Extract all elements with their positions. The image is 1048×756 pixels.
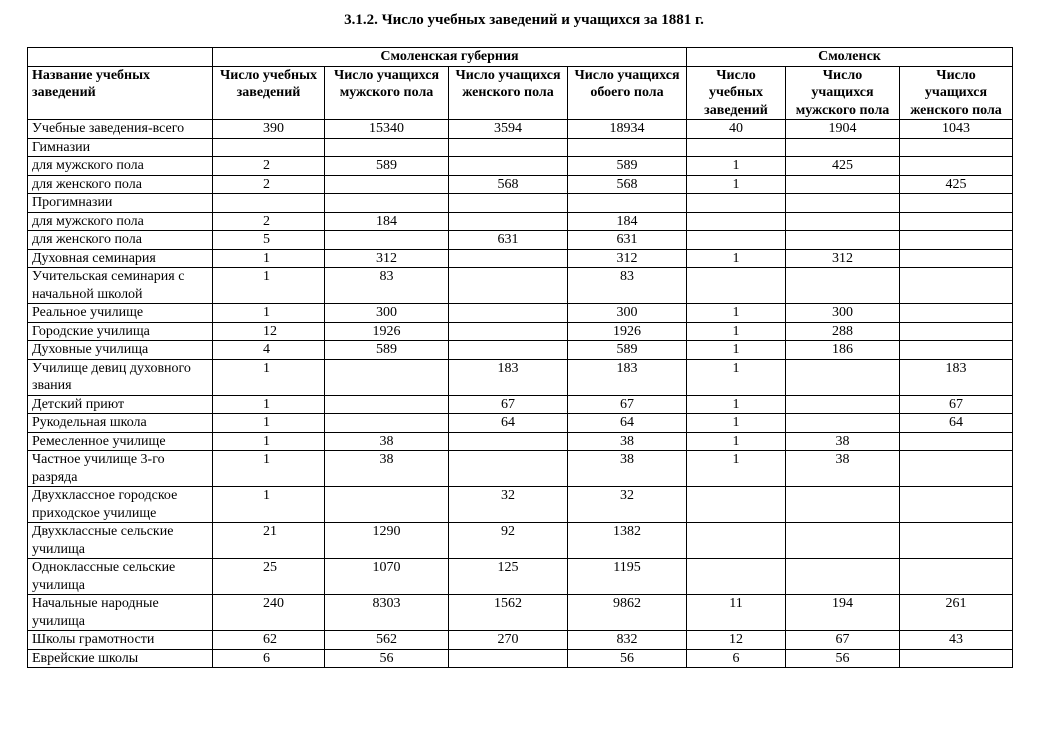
cell-institutions: 4 [213,341,325,360]
cell-total: 56 [568,649,687,668]
column-header-male: Число учащихся мужского пола [325,66,449,120]
cell-institutions: 21 [213,523,325,559]
cell-name: Начальные народные училища [28,595,213,631]
cell-total: 83 [568,268,687,304]
cell-city-institutions: 11 [687,595,786,631]
cell-city-institutions [687,268,786,304]
cell-city-male: 300 [786,304,900,323]
cell-city-institutions: 1 [687,322,786,341]
cell-male: 38 [325,432,449,451]
cell-city-institutions [687,212,786,231]
column-header-city-male: Число учащихся мужского пола [786,66,900,120]
cell-institutions [213,194,325,213]
cell-name: Прогимназии [28,194,213,213]
table-body [28,120,1013,668]
cell-city-female: 261 [900,595,1013,631]
cell-female [449,322,568,341]
cell-city-male: 38 [786,432,900,451]
cell-institutions: 2 [213,157,325,176]
cell-total: 300 [568,304,687,323]
cell-total: 38 [568,451,687,487]
cell-total [568,138,687,157]
cell-male: 1926 [325,322,449,341]
cell-female: 3594 [449,120,568,139]
cell-total: 312 [568,249,687,268]
table-row [28,268,1013,304]
cell-name: Частное училище 3-го разряда [28,451,213,487]
cell-institutions: 1 [213,451,325,487]
cell-city-female: 43 [900,631,1013,650]
cell-female: 67 [449,395,568,414]
table-row [28,194,1013,213]
cell-name: для мужского пола [28,212,213,231]
cell-female: 32 [449,487,568,523]
cell-city-female [900,487,1013,523]
group-header-row [28,48,1013,67]
cell-male: 1070 [325,559,449,595]
cell-city-male: 194 [786,595,900,631]
cell-city-male: 425 [786,157,900,176]
cell-male [325,414,449,433]
table-row [28,212,1013,231]
cell-city-female [900,157,1013,176]
cell-city-female: 183 [900,359,1013,395]
cell-city-female [900,194,1013,213]
cell-male: 589 [325,157,449,176]
column-header-name: Название учебных заведений [28,66,213,120]
cell-male: 300 [325,304,449,323]
cell-male: 184 [325,212,449,231]
cell-city-institutions: 40 [687,120,786,139]
cell-name: Духовная семинария [28,249,213,268]
table-row [28,322,1013,341]
cell-male [325,487,449,523]
table-row [28,559,1013,595]
cell-city-male [786,268,900,304]
cell-city-institutions: 12 [687,631,786,650]
cell-total: 18934 [568,120,687,139]
cell-city-institutions [687,194,786,213]
cell-institutions: 1 [213,304,325,323]
cell-male: 8303 [325,595,449,631]
cell-male: 312 [325,249,449,268]
cell-city-female: 425 [900,175,1013,194]
cell-name: Реальное училище [28,304,213,323]
table-row [28,451,1013,487]
cell-total: 631 [568,231,687,250]
column-header-city-institutions: Число учебных заведений [687,66,786,120]
cell-male: 562 [325,631,449,650]
table-row [28,341,1013,360]
cell-name: Ремесленное училище [28,432,213,451]
cell-male [325,395,449,414]
table-row [28,395,1013,414]
cell-city-female [900,304,1013,323]
cell-city-male [786,359,900,395]
cell-city-institutions [687,523,786,559]
cell-female: 92 [449,523,568,559]
cell-institutions: 1 [213,432,325,451]
cell-name: Одноклассные сельские училища [28,559,213,595]
cell-city-female [900,451,1013,487]
table-title: 3.1.2. Число учебных заведений и учащихся за 1881 г. [344,12,704,28]
table-row [28,595,1013,631]
cell-institutions: 5 [213,231,325,250]
cell-name: Учебные заведения-всего [28,120,213,139]
cell-total [568,194,687,213]
cell-total: 64 [568,414,687,433]
column-header-institutions: Число учебных заведений [213,66,325,120]
cell-male [325,175,449,194]
cell-institutions: 12 [213,322,325,341]
cell-female [449,138,568,157]
column-header-city-female: Число учащихся женского пола [900,66,1013,120]
cell-city-male [786,487,900,523]
cell-city-institutions: 1 [687,432,786,451]
cell-name: Городские училища [28,322,213,341]
cell-female: 183 [449,359,568,395]
cell-city-male: 1904 [786,120,900,139]
cell-total: 67 [568,395,687,414]
cell-city-female [900,268,1013,304]
cell-female: 64 [449,414,568,433]
table-row [28,249,1013,268]
cell-name: Двухклассное городское приходское училище [28,487,213,523]
table-row [28,649,1013,668]
cell-total: 184 [568,212,687,231]
cell-city-female [900,322,1013,341]
cell-city-female [900,231,1013,250]
cell-city-female [900,138,1013,157]
table-row [28,231,1013,250]
cell-total: 568 [568,175,687,194]
cell-city-male [786,523,900,559]
cell-city-institutions: 1 [687,157,786,176]
cell-female [449,212,568,231]
cell-city-male [786,395,900,414]
cell-total: 589 [568,341,687,360]
cell-name: Учительская семинария с начальной школой [28,268,213,304]
table-row [28,138,1013,157]
table-row [28,523,1013,559]
cell-total: 32 [568,487,687,523]
cell-city-male [786,231,900,250]
cell-city-female [900,559,1013,595]
cell-male [325,138,449,157]
cell-institutions: 2 [213,212,325,231]
cell-female: 568 [449,175,568,194]
cell-city-institutions: 1 [687,451,786,487]
cell-city-male: 67 [786,631,900,650]
cell-city-female [900,212,1013,231]
cell-city-institutions: 1 [687,414,786,433]
cell-city-institutions [687,487,786,523]
cell-female [449,649,568,668]
cell-male [325,194,449,213]
cell-city-male: 288 [786,322,900,341]
cell-male: 56 [325,649,449,668]
cell-total: 1382 [568,523,687,559]
cell-institutions: 1 [213,414,325,433]
cell-city-male [786,175,900,194]
column-header-female: Число учащихся женского пола [449,66,568,120]
cell-total: 589 [568,157,687,176]
cell-city-female [900,341,1013,360]
cell-name: для женского пола [28,231,213,250]
cell-name: Еврейские школы [28,649,213,668]
cell-city-male [786,559,900,595]
cell-male: 589 [325,341,449,360]
cell-city-female [900,432,1013,451]
table-row [28,175,1013,194]
cell-name: Двухклассные сельские училища [28,523,213,559]
cell-female [449,432,568,451]
cell-city-institutions: 1 [687,249,786,268]
table-row [28,359,1013,395]
cell-institutions: 390 [213,120,325,139]
cell-city-institutions: 1 [687,395,786,414]
cell-female [449,249,568,268]
cell-city-institutions: 1 [687,175,786,194]
cell-institutions: 2 [213,175,325,194]
cell-female: 631 [449,231,568,250]
cell-city-institutions: 6 [687,649,786,668]
table-row [28,120,1013,139]
cell-city-male: 38 [786,451,900,487]
cell-female: 270 [449,631,568,650]
cell-city-institutions [687,231,786,250]
cell-male: 38 [325,451,449,487]
group-header-empty [28,48,213,67]
group-header-gubernia: Смоленская губерния [213,48,687,67]
cell-total: 832 [568,631,687,650]
cell-total: 38 [568,432,687,451]
cell-institutions: 1 [213,249,325,268]
table-row [28,432,1013,451]
cell-city-male: 186 [786,341,900,360]
cell-city-institutions: 1 [687,341,786,360]
cell-total: 1926 [568,322,687,341]
cell-female [449,304,568,323]
cell-institutions: 240 [213,595,325,631]
cell-name: Училище девиц духовного звания [28,359,213,395]
cell-city-female [900,649,1013,668]
cell-female: 1562 [449,595,568,631]
cell-institutions: 1 [213,395,325,414]
cell-total: 1195 [568,559,687,595]
table-row [28,631,1013,650]
cell-city-male: 56 [786,649,900,668]
cell-city-institutions [687,559,786,595]
table-row [28,157,1013,176]
cell-name: Гимназии [28,138,213,157]
cell-male [325,231,449,250]
cell-male: 1290 [325,523,449,559]
column-header-row [28,66,1013,120]
cell-institutions: 1 [213,268,325,304]
cell-female [449,194,568,213]
cell-city-male [786,138,900,157]
cell-total: 9862 [568,595,687,631]
cell-male: 15340 [325,120,449,139]
cell-institutions: 62 [213,631,325,650]
cell-male: 83 [325,268,449,304]
statistics-table [27,47,1013,668]
cell-city-male [786,194,900,213]
cell-male [325,359,449,395]
cell-city-male: 312 [786,249,900,268]
cell-city-female [900,249,1013,268]
cell-city-female [900,523,1013,559]
table-row [28,487,1013,523]
cell-female [449,451,568,487]
cell-name: Духовные училища [28,341,213,360]
cell-institutions: 6 [213,649,325,668]
cell-name: для женского пола [28,175,213,194]
table-row [28,304,1013,323]
cell-female [449,268,568,304]
cell-city-female: 64 [900,414,1013,433]
cell-female: 125 [449,559,568,595]
cell-institutions [213,138,325,157]
cell-institutions: 25 [213,559,325,595]
cell-name: для мужского пола [28,157,213,176]
cell-city-institutions: 1 [687,359,786,395]
cell-city-female: 67 [900,395,1013,414]
cell-city-institutions: 1 [687,304,786,323]
cell-city-female: 1043 [900,120,1013,139]
cell-name: Рукодельная школа [28,414,213,433]
cell-female [449,341,568,360]
cell-institutions: 1 [213,359,325,395]
cell-city-male [786,414,900,433]
cell-name: Школы грамотности [28,631,213,650]
cell-city-institutions [687,138,786,157]
cell-name: Детский приют [28,395,213,414]
cell-city-male [786,212,900,231]
group-header-city: Смоленск [687,48,1013,67]
table-row [28,414,1013,433]
cell-institutions: 1 [213,487,325,523]
column-header-total: Число учащихся обоего пола [568,66,687,120]
cell-female [449,157,568,176]
cell-total: 183 [568,359,687,395]
